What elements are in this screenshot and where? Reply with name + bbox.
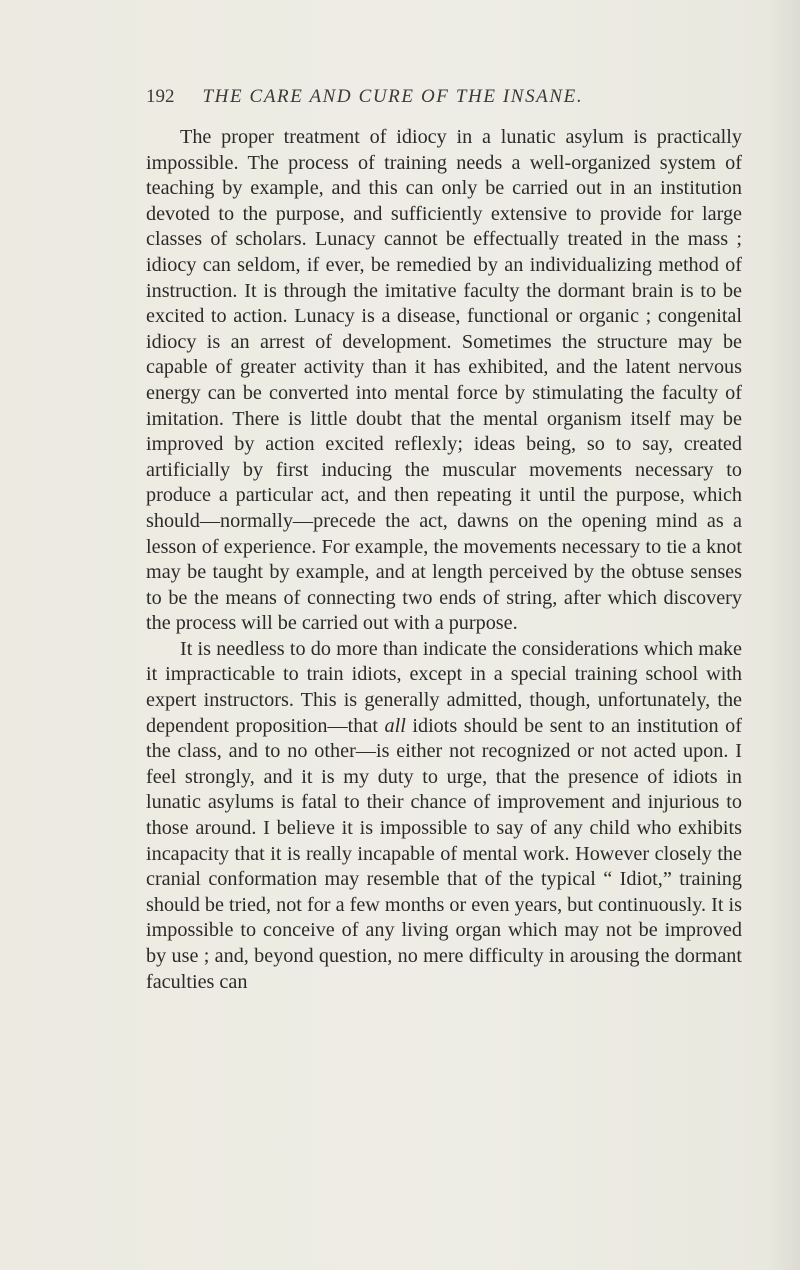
paragraph-1: The proper treatment of idiocy in a lunatic asylum is practically impossible. The process of training needs a well-organized system of teaching by example, and this can only be carried out in an institution devoted to the purpose, and sufficiently extensive to provide for large classes of scholars. Lunacy cannot be effectually treated in the mass ; idiocy can seldom, if ever, be remedied by an individualizing method of instruction. It is through the imitative faculty the dormant brain is to be excited to action. Lunacy is a disease, functional or organic ; congenital idiocy is an arrest of development. Sometimes the structure may be capable of greater activity than it has exhibited, and the latent nervous energy can be converted into mental force by stimulating the faculty of imitation. There is little doubt that the mental organism itself may be improved by action excited reflexly; ideas being, so to say, created artificially by first inducing the muscular movements necessary to produce a particular act, and then repeating it until the purpose, which should—normally—precede the act, dawns on the opening mind as a lesson of experience. For example, the movements necessary to tie a knot may be taught by example, and at length perceived by the obtuse senses to be the means of connecting two ends of string, after which discovery the process will be carried out with a purpose. <box>146 126 742 635</box>
running-title: THE CARE AND CURE OF THE INSANE. <box>202 86 584 107</box>
paragraph-2-part-2: idiots should be sent to an institution of the class, and to no other—is either not recognized or not acted upon. I feel strongly, and it is my duty to urge, that the presence of idiots in lunatic asylums is fatal to their chance of improvement and injurious to those around. I believe it is impossible to say of any child who exhibits incapacity that it is really incapable of mental work. However closely the cranial conformation may resemble that of the typical “ Idiot,” training should be tried, not for a few months or even years, but continuously. It is impossible to conceive of any living organ which may not be improved by use ; and, beyond question, no mere difficulty in arousing the dormant faculties can <box>146 714 742 993</box>
emphasis-all: all <box>384 714 406 737</box>
page-header <box>146 86 666 114</box>
page-number: 192 <box>146 86 175 107</box>
paragraph-2-part-1: It is needless to do more than indicate the considerations which make it impracticable to train idiots, except in a special training school with expert instructors. This is generally admitted, though, unfortunately, the dependent proposition—that <box>146 637 742 737</box>
paragraph-2 <box>146 637 742 995</box>
body-text <box>146 125 742 995</box>
